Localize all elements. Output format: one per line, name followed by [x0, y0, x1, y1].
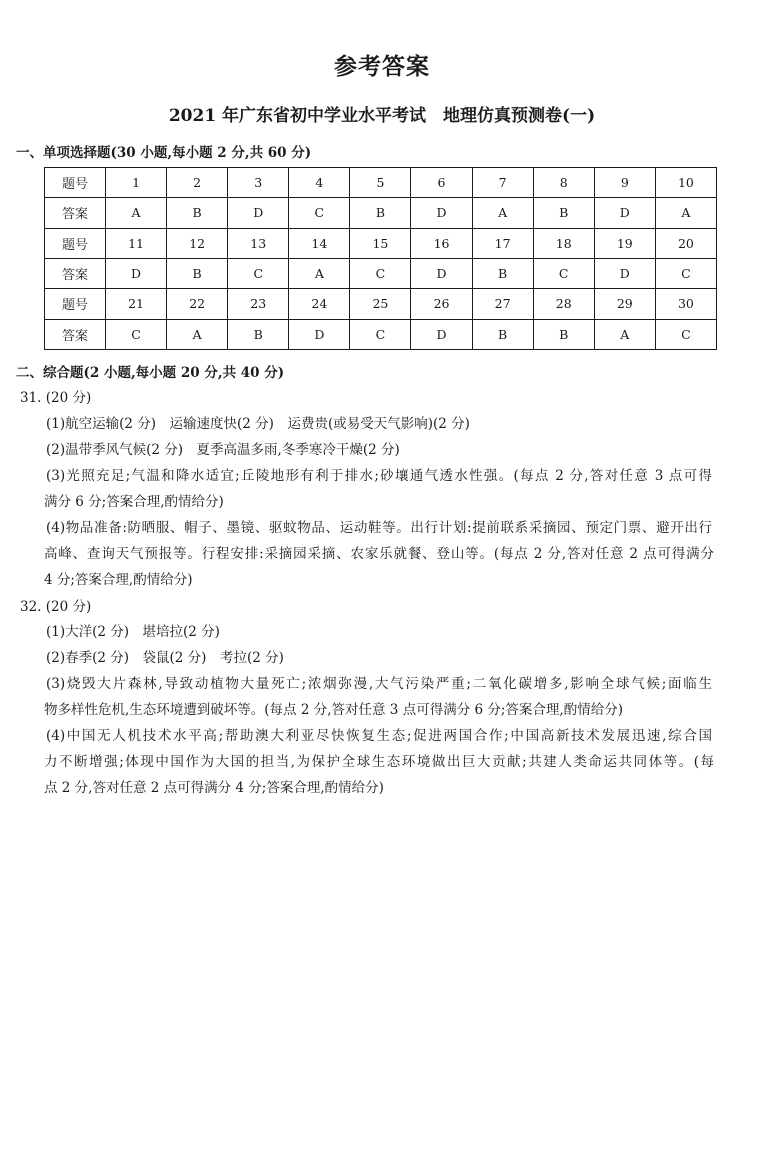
section-2-heading: 二、综合题(2 小题,每小题 20 分,共 40 分): [16, 365, 285, 381]
answer-cell: A: [594, 319, 655, 349]
answer-table: [44, 167, 717, 350]
answer-cell: C: [350, 258, 411, 288]
answer-cell: B: [533, 198, 594, 228]
question-number-cell: 18: [533, 228, 594, 258]
question-number-cell: 24: [289, 289, 350, 319]
question-number-cell: 19: [594, 228, 655, 258]
page-title: 参考答案: [334, 54, 430, 80]
question-number-cell: 20: [655, 228, 716, 258]
question-number-cell: 27: [472, 289, 533, 319]
answer-cell: C: [289, 198, 350, 228]
answer-cell: D: [289, 319, 350, 349]
question-number-cell: 8: [533, 168, 594, 198]
question-number-cell: 25: [350, 289, 411, 319]
question-number-cell: 15: [350, 228, 411, 258]
q31-answer-line: (1)航空运输(2 分) 运输速度快(2 分) 运费贵(或易受天气影响)(2 分): [46, 416, 470, 432]
section-1-heading: 一、单项选择题(30 小题,每小题 2 分,共 60 分): [16, 145, 312, 161]
q31-answer-line: (2)温带季风气候(2 分) 夏季高温多雨,冬季寒冷干燥(2 分): [46, 442, 400, 458]
answer-cell: B: [472, 319, 533, 349]
question-number-cell: 1: [106, 168, 167, 198]
question-number-row: [45, 228, 717, 258]
answer-cell: A: [289, 258, 350, 288]
q32-answer-line: 物多样性危机,生态环境遭到破坏等。(每点 2 分,答对任意 3 点可得满分 6 分;答案合理,酌情给分): [44, 702, 623, 718]
answer-cell: C: [228, 258, 289, 288]
answer-row: [45, 319, 717, 349]
question-number-cell: 6: [411, 168, 472, 198]
answer-cell: C: [533, 258, 594, 288]
answer-cell: A: [655, 198, 716, 228]
question-number-cell: 11: [106, 228, 167, 258]
answer-cell: B: [167, 258, 228, 288]
answer-row: [45, 198, 717, 228]
answer-cell: C: [106, 319, 167, 349]
answer-cell: B: [350, 198, 411, 228]
exam-subtitle: 2021 年广东省初中学业水平考试 地理仿真预测卷(一): [168, 106, 596, 126]
question-number-cell: 26: [411, 289, 472, 319]
answer-cell: A: [472, 198, 533, 228]
question-32-number: 32. (20 分): [20, 599, 92, 615]
answer-cell: D: [594, 258, 655, 288]
row-label: 答案: [45, 319, 106, 349]
answer-cell: A: [106, 198, 167, 228]
q32-answer-line: (3)烧毁大片森林,导致动植物大量死亡;浓烟弥漫,大气污染严重;二氧化碳增多,影响全球气候;面临生: [46, 676, 712, 692]
answer-cell: D: [411, 319, 472, 349]
question-number-cell: 2: [167, 168, 228, 198]
question-number-cell: 7: [472, 168, 533, 198]
answer-cell: D: [411, 258, 472, 288]
q31-answer-line: 高峰、查询天气预报等。行程安排:采摘园采摘、农家乐就餐、登山等。(每点 2 分,答对任意 2 点可得满分: [44, 546, 714, 562]
question-number-cell: 13: [228, 228, 289, 258]
question-number-row: [45, 168, 717, 198]
question-number-cell: 4: [289, 168, 350, 198]
question-number-cell: 22: [167, 289, 228, 319]
answer-cell: A: [167, 319, 228, 349]
question-number-cell: 16: [411, 228, 472, 258]
row-label: 答案: [45, 258, 106, 288]
q32-answer-line: (2)春季(2 分) 袋鼠(2 分) 考拉(2 分): [46, 650, 284, 666]
answer-cell: B: [228, 319, 289, 349]
q31-answer-line: (4)物品准备:防晒服、帽子、墨镜、驱蚊物品、运动鞋等。出行计划:提前联系采摘园、预定门票、避开出行: [46, 520, 712, 536]
row-label: 题号: [45, 168, 106, 198]
answer-cell: B: [167, 198, 228, 228]
row-label: 题号: [45, 289, 106, 319]
answer-cell: B: [472, 258, 533, 288]
question-number-cell: 23: [228, 289, 289, 319]
question-31-number: 31. (20 分): [20, 390, 92, 406]
answer-row: [45, 258, 717, 288]
question-number-cell: 3: [228, 168, 289, 198]
q32-answer-line: (1)大洋(2 分) 堪培拉(2 分): [46, 624, 220, 640]
question-number-cell: 17: [472, 228, 533, 258]
answer-cell: D: [411, 198, 472, 228]
answer-cell: D: [594, 198, 655, 228]
question-number-row: [45, 289, 717, 319]
answer-cell: D: [106, 258, 167, 288]
answer-cell: B: [533, 319, 594, 349]
question-number-cell: 12: [167, 228, 228, 258]
question-number-cell: 21: [106, 289, 167, 319]
question-number-cell: 30: [655, 289, 716, 319]
question-number-cell: 5: [350, 168, 411, 198]
answer-cell: D: [228, 198, 289, 228]
q32-answer-line: 力不断增强;体现中国作为大国的担当,为保护全球生态环境做出巨大贡献;共建人类命运共同体等。(每: [44, 754, 714, 770]
q32-answer-line: (4)中国无人机技术水平高;帮助澳大利亚尽快恢复生态;促进两国合作;中国高新技术发展迅速,综合国: [46, 728, 712, 744]
question-number-cell: 28: [533, 289, 594, 319]
question-number-cell: 29: [594, 289, 655, 319]
question-number-cell: 10: [655, 168, 716, 198]
q32-answer-line: 点 2 分,答对任意 2 点可得满分 4 分;答案合理,酌情给分): [44, 780, 384, 796]
q31-answer-line: 4 分;答案合理,酌情给分): [44, 572, 193, 588]
question-number-cell: 14: [289, 228, 350, 258]
q31-answer-line: (3)光照充足;气温和降水适宜;丘陵地形有利于排水;砂壤通气透水性强。(每点 2 分,答对任意 3 点可得: [46, 468, 712, 484]
row-label: 答案: [45, 198, 106, 228]
answer-cell: C: [655, 258, 716, 288]
row-label: 题号: [45, 228, 106, 258]
q31-answer-line: 满分 6 分;答案合理,酌情给分): [44, 494, 224, 510]
answer-cell: C: [350, 319, 411, 349]
question-number-cell: 9: [594, 168, 655, 198]
answer-cell: C: [655, 319, 716, 349]
